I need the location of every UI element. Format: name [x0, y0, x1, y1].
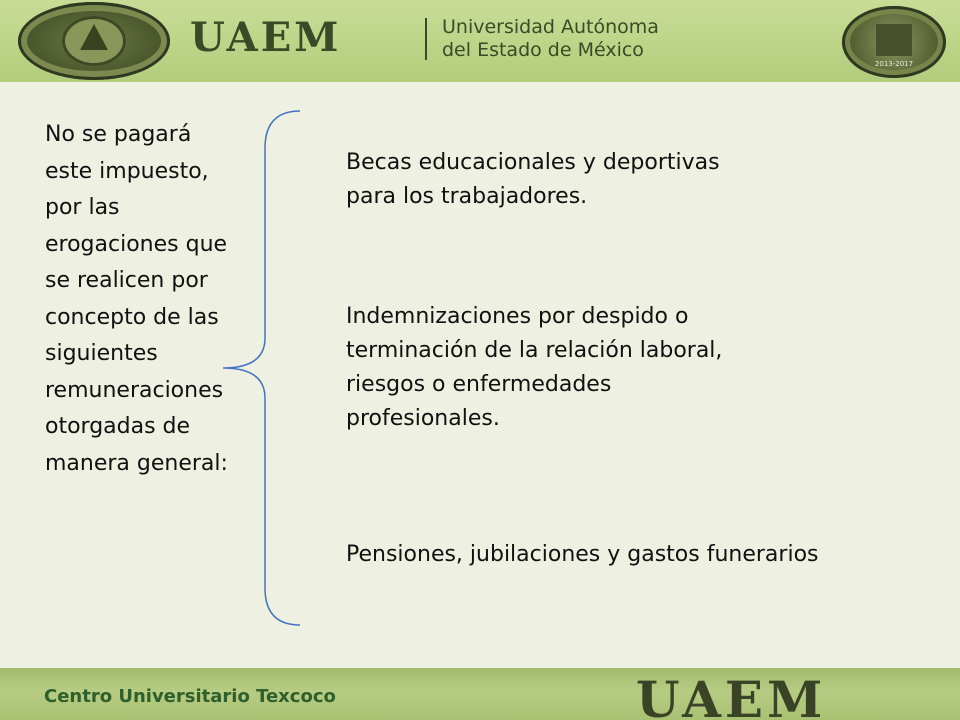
header-divider [425, 18, 427, 60]
list-item: Indemnizaciones por despido o terminación de la relación laboral, riesgos o enfermedades profesionales. [346, 304, 723, 431]
footer-banner [0, 668, 960, 720]
university-name [442, 16, 659, 62]
intro-text: No se pagará este impuesto, por las erogaciones que se realicen por concepto de las siguientes remuneraciones otorgadas de manera general: [45, 122, 228, 476]
footer-brand-logo: UAEM [636, 670, 827, 720]
seal-years: 2013-2017 [874, 60, 914, 68]
list-item: Becas educacionales y deportivas para los trabajadores. [346, 150, 720, 209]
campus-name: Centro Universitario Texcoco [44, 686, 336, 707]
university-name-line1: Universidad Autónoma [442, 16, 659, 38]
university-name-line2: del Estado de México [442, 39, 644, 61]
list-item: Pensiones, jubilaciones y gastos funerarios [346, 542, 819, 567]
header-brand-logo: UAEM [190, 14, 342, 61]
building-icon [876, 24, 912, 56]
university-seal-logo [18, 2, 170, 80]
header-banner [0, 0, 960, 82]
anniversary-seal-logo [842, 6, 946, 78]
seal-emblem-icon [80, 24, 108, 50]
curly-brace-icon [220, 108, 310, 628]
